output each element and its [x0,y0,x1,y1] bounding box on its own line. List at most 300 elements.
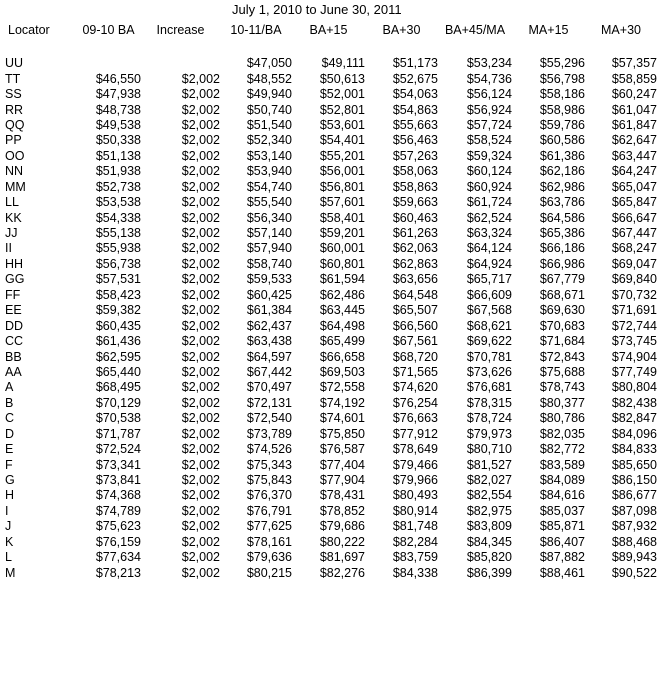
salary-cell: $54,736 [466,71,512,86]
locator-cell: I [5,503,9,518]
salary-cell: $70,129 [95,395,141,410]
salary-cell: $48,738 [95,102,141,117]
column-header-ba-45-ma: BA+45/MA [444,22,506,37]
salary-cell: $80,914 [392,503,438,518]
salary-cell: $85,820 [466,550,512,565]
salary-cell: $74,789 [95,503,141,518]
salary-cell: $80,215 [246,565,292,580]
salary-cell: $67,561 [392,334,438,349]
salary-cell: $58,524 [466,133,512,148]
salary-cell: $58,401 [319,210,365,225]
salary-cell: $75,843 [246,473,292,488]
salary-cell: $81,527 [466,457,512,472]
salary-cell: $50,740 [246,102,292,117]
salary-cell: $63,656 [392,272,438,287]
salary-cell: $71,684 [539,334,585,349]
locator-cell: CC [5,334,24,349]
salary-cell: $58,859 [611,71,657,86]
salary-cell: $54,338 [95,210,141,225]
salary-cell: $78,852 [319,503,365,518]
salary-cell: $80,377 [539,395,585,410]
table-row [0,504,657,519]
salary-cell: $82,284 [392,534,438,549]
salary-cell: $49,538 [95,117,141,132]
spacer-row [0,40,657,56]
salary-cell: $2,002 [181,519,220,534]
salary-cell: $66,560 [392,318,438,333]
salary-cell: $2,002 [181,395,220,410]
salary-cell: $88,468 [611,534,657,549]
salary-cell: $65,047 [611,179,657,194]
salary-cell: $90,522 [611,565,657,580]
salary-cell: $60,586 [539,133,585,148]
table-row [0,226,657,241]
salary-cell: $68,621 [466,318,512,333]
locator-cell: JJ [5,226,18,241]
salary-cell: $55,938 [95,241,141,256]
salary-cell: $2,002 [181,287,220,302]
salary-cell: $56,340 [246,210,292,225]
salary-cell: $70,538 [95,411,141,426]
table-row [0,334,657,349]
salary-cell: $76,587 [319,442,365,457]
locator-cell: II [5,241,12,256]
salary-cell: $2,002 [181,442,220,457]
salary-cell: $52,340 [246,133,292,148]
salary-cell: $63,324 [466,226,512,241]
salary-cell: $63,438 [246,334,292,349]
salary-cell: $64,498 [319,318,365,333]
salary-cell: $81,697 [319,550,365,565]
locator-cell: F [5,457,13,472]
salary-cell: $72,558 [319,380,365,395]
salary-cell: $76,254 [392,395,438,410]
salary-cell: $58,423 [95,287,141,302]
salary-cell: $74,368 [95,488,141,503]
salary-cell: $73,745 [611,334,657,349]
salary-cell: $69,047 [611,256,657,271]
salary-cell: $79,636 [246,550,292,565]
salary-cell: $67,568 [466,303,512,318]
salary-cell: $62,986 [539,179,585,194]
salary-cell: $72,540 [246,411,292,426]
locator-cell: SS [5,87,22,102]
salary-cell: $64,548 [392,287,438,302]
salary-cell: $82,554 [466,488,512,503]
salary-cell: $77,904 [319,473,365,488]
salary-cell: $55,540 [246,195,292,210]
salary-cell: $82,027 [466,473,512,488]
column-header-ma-30: MA+30 [601,22,641,37]
header-row [0,19,657,40]
salary-table [0,19,657,581]
salary-cell: $78,431 [319,488,365,503]
salary-cell: $79,973 [466,426,512,441]
salary-cell: $57,140 [246,226,292,241]
salary-cell: $82,035 [539,426,585,441]
salary-cell: $56,124 [466,87,512,102]
salary-cell: $70,497 [246,380,292,395]
salary-cell: $77,912 [392,426,438,441]
salary-cell: $59,533 [246,272,292,287]
page-title: July 1, 2010 to June 30, 2011 [232,2,402,17]
salary-cell: $73,341 [95,457,141,472]
salary-cell: $52,675 [392,71,438,86]
salary-cell: $2,002 [181,565,220,580]
locator-cell: MM [5,179,26,194]
table-row [0,71,657,86]
locator-cell: M [5,565,16,580]
salary-cell: $58,863 [392,179,438,194]
salary-cell: $51,540 [246,117,292,132]
column-header-ma-15: MA+15 [528,22,569,37]
table-row [0,241,657,256]
salary-cell: $55,296 [539,56,585,71]
salary-cell: $2,002 [181,102,220,117]
salary-cell: $74,904 [611,349,657,364]
table-row [0,133,657,148]
table-row [0,411,657,426]
salary-cell: $73,841 [95,473,141,488]
salary-cell: $66,186 [539,241,585,256]
salary-cell: $52,738 [95,179,141,194]
salary-cell: $62,063 [392,241,438,256]
salary-cell: $80,493 [392,488,438,503]
salary-cell: $70,781 [466,349,512,364]
salary-cell: $82,772 [539,442,585,457]
salary-cell [76,56,141,71]
salary-cell: $82,438 [611,395,657,410]
locator-cell: UU [5,56,24,71]
salary-cell: $72,131 [246,395,292,410]
salary-cell: $2,002 [181,457,220,472]
salary-cell: $65,507 [392,303,438,318]
salary-cell: $73,626 [466,364,512,379]
locator-cell: B [5,395,14,410]
locator-cell: GG [5,272,25,287]
salary-cell: $74,620 [392,380,438,395]
locator-cell: TT [5,71,21,86]
salary-cell: $69,840 [611,272,657,287]
salary-cell: $2,002 [181,488,220,503]
column-header-10-11-ba: 10-11/BA [230,22,282,37]
salary-cell: $2,002 [181,87,220,102]
salary-cell: $62,863 [392,256,438,271]
salary-cell: $64,247 [611,164,657,179]
salary-cell: $51,173 [392,56,438,71]
salary-cell: $68,720 [392,349,438,364]
table-row [0,195,657,210]
locator-cell: KK [5,210,22,225]
salary-cell: $60,124 [466,164,512,179]
salary-cell: $2,002 [181,133,220,148]
salary-cell: $72,744 [611,318,657,333]
salary-cell: $87,882 [539,550,585,565]
salary-cell: $65,499 [319,334,365,349]
table-row [0,87,657,102]
salary-cell: $75,688 [539,364,585,379]
salary-cell: $74,601 [319,411,365,426]
salary-cell: $63,447 [611,148,657,163]
salary-cell: $61,047 [611,102,657,117]
table-row [0,56,657,71]
salary-cell: $80,786 [539,411,585,426]
locator-cell: NN [5,164,24,179]
column-header-ba-30: BA+30 [382,22,421,37]
salary-cell: $2,002 [181,195,220,210]
salary-cell: $61,594 [319,272,365,287]
salary-cell: $57,531 [95,272,141,287]
salary-cell: $2,002 [181,148,220,163]
salary-cell: $63,786 [539,195,585,210]
salary-cell: $78,161 [246,534,292,549]
column-header-09-10-ba: 09-10 BA [82,22,135,37]
salary-cell: $86,399 [466,565,512,580]
salary-cell: $72,524 [95,442,141,457]
table-row [0,565,657,580]
table-body [0,40,657,581]
salary-cell: $76,681 [466,380,512,395]
salary-cell: $69,630 [539,303,585,318]
salary-cell: $67,779 [539,272,585,287]
salary-cell: $57,724 [466,117,512,132]
salary-cell: $2,002 [181,334,220,349]
salary-cell: $54,063 [392,87,438,102]
salary-cell: $2,002 [181,349,220,364]
table-row [0,473,657,488]
salary-cell: $61,847 [611,117,657,132]
locator-cell: FF [5,287,21,302]
column-header-locator: Locator [8,22,50,37]
salary-cell: $59,201 [319,226,365,241]
salary-cell: $84,345 [466,534,512,549]
salary-cell: $57,940 [246,241,292,256]
salary-cell: $53,234 [466,56,512,71]
salary-cell: $65,847 [611,195,657,210]
salary-cell: $86,407 [539,534,585,549]
salary-cell: $77,749 [611,364,657,379]
table-row [0,427,657,442]
salary-cell: $60,425 [246,287,292,302]
salary-cell: $46,550 [95,71,141,86]
locator-cell: H [5,488,15,503]
column-header-increase: Increase [156,22,205,37]
table-row [0,365,657,380]
salary-cell: $56,798 [539,71,585,86]
salary-cell: $76,159 [95,534,141,549]
salary-cell: $52,001 [319,87,365,102]
salary-cell: $65,386 [539,226,585,241]
salary-cell: $80,710 [466,442,512,457]
salary-cell: $89,943 [611,550,657,565]
salary-cell: $60,801 [319,256,365,271]
salary-cell: $66,647 [611,210,657,225]
salary-cell: $59,324 [466,148,512,163]
locator-cell: C [5,411,15,426]
salary-cell: $60,435 [95,318,141,333]
salary-cell: $62,647 [611,133,657,148]
salary-cell: $2,002 [181,318,220,333]
salary-cell: $70,683 [539,318,585,333]
salary-cell: $83,589 [539,457,585,472]
locator-cell: QQ [5,117,25,132]
salary-cell: $55,663 [392,117,438,132]
salary-cell: $50,613 [319,71,365,86]
salary-cell: $53,601 [319,117,365,132]
salary-cell: $2,002 [181,503,220,518]
salary-cell: $78,724 [466,411,512,426]
salary-cell: $62,437 [246,318,292,333]
salary-cell: $78,213 [95,565,141,580]
table-row [0,396,657,411]
salary-cell: $75,343 [246,457,292,472]
salary-cell: $82,847 [611,411,657,426]
salary-cell: $69,622 [466,334,512,349]
salary-cell: $50,338 [95,133,141,148]
salary-cell: $73,789 [246,426,292,441]
salary-cell: $51,138 [95,148,141,163]
salary-cell: $60,247 [611,87,657,102]
salary-cell: $2,002 [181,550,220,565]
salary-cell: $78,743 [539,380,585,395]
salary-cell: $72,843 [539,349,585,364]
salary-cell: $60,001 [319,241,365,256]
salary-cell: $2,002 [181,241,220,256]
locator-cell: L [5,550,12,565]
locator-cell: LL [5,195,19,210]
salary-cell: $2,002 [181,272,220,287]
salary-cell: $68,671 [539,287,585,302]
salary-cell: $68,247 [611,241,657,256]
salary-cell: $56,001 [319,164,365,179]
locator-cell: BB [5,349,22,364]
salary-cell: $67,447 [611,226,657,241]
salary-cell: $49,940 [246,87,292,102]
salary-cell: $83,759 [392,550,438,565]
table-row [0,257,657,272]
salary-cell: $56,463 [392,133,438,148]
locator-cell: EE [5,303,22,318]
salary-cell: $77,634 [95,550,141,565]
salary-cell: $60,924 [466,179,512,194]
salary-cell: $86,150 [611,473,657,488]
salary-cell: $2,002 [181,473,220,488]
locator-cell: AA [5,364,22,379]
locator-cell: RR [5,102,24,117]
table-row [0,349,657,364]
locator-cell: K [5,534,14,549]
salary-cell: $59,382 [95,303,141,318]
column-header-ba-15: BA+15 [309,22,348,37]
salary-cell: $2,002 [181,534,220,549]
salary-cell: $81,748 [392,519,438,534]
table-row [0,303,657,318]
salary-cell: $64,597 [246,349,292,364]
locator-cell: A [5,380,14,395]
salary-cell: $56,801 [319,179,365,194]
salary-cell: $69,503 [319,364,365,379]
salary-cell: $53,140 [246,148,292,163]
salary-cell: $87,098 [611,503,657,518]
salary-cell: $87,932 [611,519,657,534]
salary-cell: $2,002 [181,380,220,395]
salary-cell: $51,938 [95,164,141,179]
salary-cell: $71,691 [611,303,657,318]
salary-cell: $57,263 [392,148,438,163]
salary-cell: $58,740 [246,256,292,271]
salary-cell: $74,192 [319,395,365,410]
locator-cell: OO [5,148,25,163]
salary-cell: $77,404 [319,457,365,472]
salary-cell: $63,445 [319,303,365,318]
salary-cell: $56,924 [466,102,512,117]
salary-cell: $2,002 [181,256,220,271]
table-row [0,272,657,287]
salary-cell: $85,871 [539,519,585,534]
salary-cell: $48,552 [246,71,292,86]
salary-cell: $84,338 [392,565,438,580]
salary-cell: $54,863 [392,102,438,117]
salary-cell: $56,738 [95,256,141,271]
salary-cell: $66,658 [319,349,365,364]
salary-cell: $84,833 [611,442,657,457]
salary-cell: $59,786 [539,117,585,132]
salary-cell: $2,002 [181,164,220,179]
salary-cell: $77,625 [246,519,292,534]
salary-cell: $66,609 [466,287,512,302]
salary-cell: $58,986 [539,102,585,117]
salary-cell: $70,732 [611,287,657,302]
salary-cell: $84,616 [539,488,585,503]
salary-cell: $58,063 [392,164,438,179]
salary-cell: $79,686 [319,519,365,534]
salary-cell: $53,538 [95,195,141,210]
salary-cell: $82,975 [466,503,512,518]
salary-cell: $2,002 [181,117,220,132]
salary-cell: $76,791 [246,503,292,518]
salary-cell: $60,463 [392,210,438,225]
salary-cell: $57,601 [319,195,365,210]
salary-cell: $64,586 [539,210,585,225]
salary-cell: $78,315 [466,395,512,410]
salary-cell: $61,263 [392,226,438,241]
salary-cell: $64,924 [466,256,512,271]
table-row [0,288,657,303]
table-row [0,457,657,472]
salary-cell: $66,986 [539,256,585,271]
salary-cell: $78,649 [392,442,438,457]
salary-cell: $83,809 [466,519,512,534]
salary-cell: $68,495 [95,380,141,395]
salary-cell: $84,096 [611,426,657,441]
salary-cell: $54,740 [246,179,292,194]
salary-cell: $58,186 [539,87,585,102]
salary-cell: $75,623 [95,519,141,534]
salary-cell: $49,111 [321,56,365,71]
table-row [0,535,657,550]
salary-cell: $62,186 [539,164,585,179]
table-row [0,149,657,164]
salary-cell: $61,386 [539,148,585,163]
salary-cell: $74,526 [246,442,292,457]
locator-cell: D [5,426,15,441]
salary-cell: $64,124 [466,241,512,256]
salary-cell: $79,466 [392,457,438,472]
locator-cell: E [5,442,14,457]
salary-cell: $85,650 [611,457,657,472]
salary-cell: $47,938 [95,87,141,102]
locator-cell: HH [5,256,24,271]
